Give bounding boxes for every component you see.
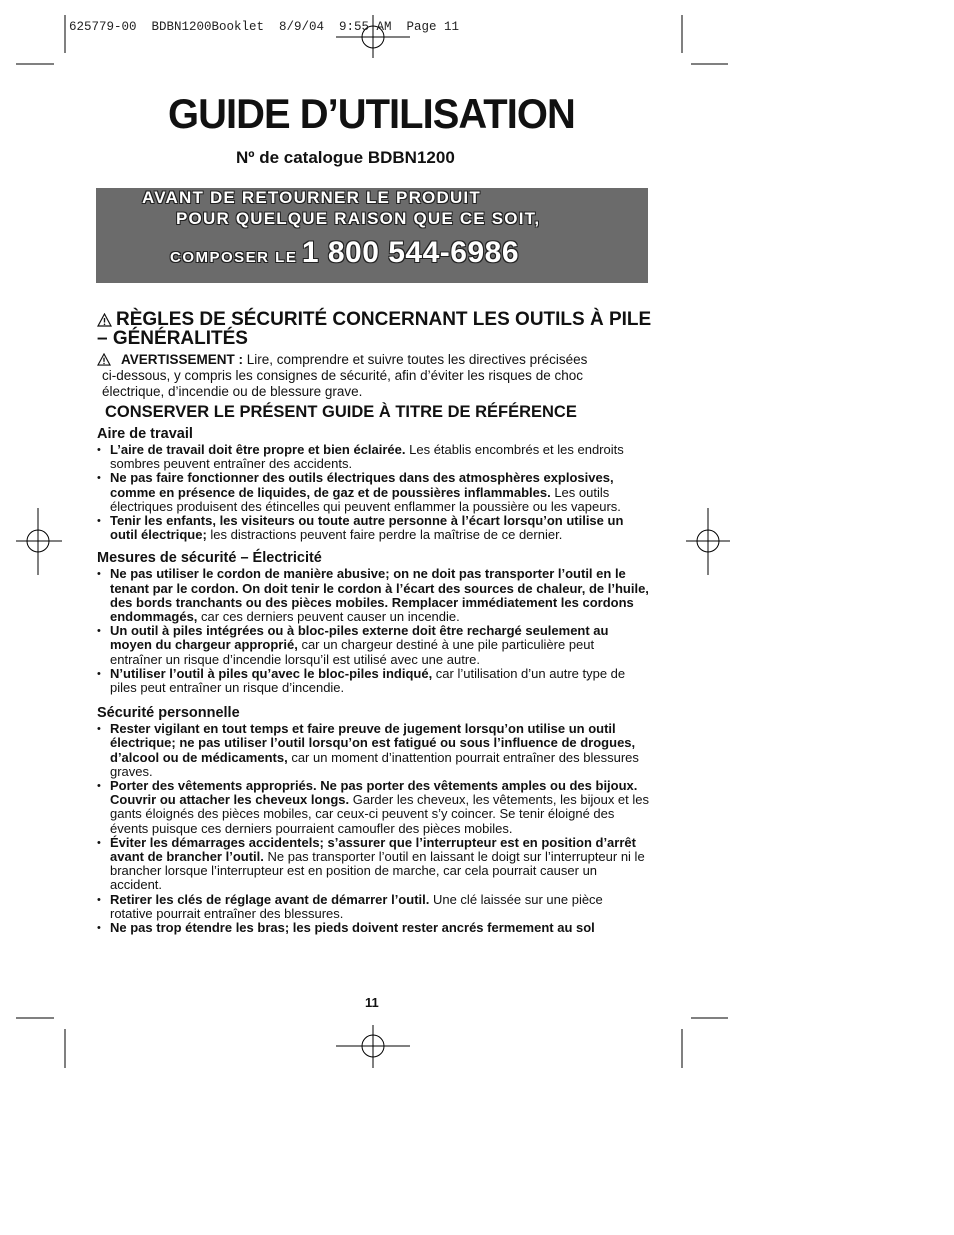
safety-sections <box>97 426 649 935</box>
support-banner <box>96 188 648 283</box>
safety-rules-heading <box>97 310 657 348</box>
support-phone-number: 1 800 544-6986 <box>301 236 520 269</box>
warning-triangle-icon <box>97 313 112 327</box>
list-item: • Ne pas faire fonctionner des outils électriques dans des atmosphères explosives, comme en présence de liquides, de gaz et de poussières inflammables. Les outils électriques produisent des étincelles qui peuvent enflammer la poussière ou les vapeurs. <box>97 471 649 514</box>
list-item: • Un outil à piles intégrées ou à bloc-piles externe doit être rechargé seulement au moyen du chargeur approprié, car un chargeur destiné à une pile particulière peut entraîner un risque d’incendie lorsqu’il est utilisé avec une autre. <box>97 624 649 667</box>
list-item: • Porter des vêtements appropriés. Ne pas porter des vêtements amples ou des bijoux. Couvrir ou attacher les cheveux longs. Garder les cheveux, les vêtements, les bijoux et les gants éloignés des pièces mobiles, car ceux-ci peuvent s’y coincer. Se tenir éloigné des évents puisque ces derniers pourraient camoufler des pièces mobiles. <box>97 779 649 836</box>
page-title: GUIDE D’UTILISATION <box>168 90 575 137</box>
warning-text-line-1: Lire, comprendre et suivre toutes les directives précisées <box>246 352 588 367</box>
list-item: • Retirer les clés de réglage avant de démarrer l’outil. Une clé laissée sur une pièce rotative pourrait entraîner des blessures. <box>97 893 649 921</box>
warning-triangle-icon <box>97 353 111 366</box>
list-item: • Ne pas utiliser le cordon de manière abusive; on ne doit pas transporter l’outil en le tenant par le cordon. On doit tenir le cordon à l’écart des sources de chaleur, de l’huile, des bords tranchants ou des pièces mobiles. Remplacer immédiatement les cordons endommagés, car ces derniers peuvent causer un incendie. <box>97 567 649 624</box>
warning-text-line-3: électrique, d’incendie ou de blessure grave. <box>102 384 363 399</box>
electrical-safety-list <box>97 567 649 695</box>
work-area-list <box>97 443 649 542</box>
personal-safety-list <box>97 722 649 935</box>
catalog-number: Nº de catalogue BDBN1200 <box>236 148 455 167</box>
warning-text-line-2: ci-dessous, y compris les consignes de sécurité, afin d’éviter les risques de choc <box>102 368 583 383</box>
page-number: 11 <box>365 995 379 1010</box>
section-title-work-area: Aire de travail <box>97 426 193 442</box>
warning-notice <box>97 352 637 400</box>
banner-line-3 <box>170 236 519 270</box>
banner-line-2: POUR QUELQUE RAISON QUE CE SOIT, <box>176 209 541 228</box>
list-item: • L’aire de travail doit être propre et bien éclairée. Les établis encombrés et les endroits sombres peuvent entraîner des accidents. <box>97 443 649 471</box>
list-item: • Éviter les démarrages accidentels; s’assurer que l’interrupteur est en position d’arrêt avant de brancher l’outil. Ne pas transporter l’outil en laissant le doigt sur l’interrupteur ni le brancher lorsque l’interrupteur est en position de marche, car cela pourrait causer un accident. <box>97 836 649 893</box>
banner-line-1: AVANT DE RETOURNER LE PRODUIT <box>142 188 481 207</box>
section-title-personal-safety: Sécurité personnelle <box>97 705 240 722</box>
keep-guide-heading: CONSERVER LE PRÉSENT GUIDE À TITRE DE RÉFÉRENCE <box>105 403 577 421</box>
section-title-electrical-safety: Mesures de sécurité – Électricité <box>97 550 322 567</box>
list-item: • Ne pas trop étendre les bras; les pieds doivent rester ancrés fermement au sol <box>97 921 649 935</box>
safety-rules-heading-text: RÈGLES DE SÉCURITÉ CONCERNANT LES OUTILS À PILE – GÉNÉRALITÉS <box>97 309 652 349</box>
list-item: • Rester vigilant en tout temps et faire preuve de jugement lorsqu’on utilise un outil électrique; ne pas utiliser l’outil lorsqu’on est fatigué ou sous l’influence de drogues, d’alcool ou de médicaments, car un moment d’inattention pourrait entraîner des blessures graves. <box>97 722 649 779</box>
list-item: • Tenir les enfants, les visiteurs ou toute autre personne à l’écart lorsqu’on utilise un outil électrique; les distractions peuvent faire perdre la maîtrise de ce dernier. <box>97 514 649 542</box>
print-slug: 625779-00 BDBN1200Booklet 8/9/04 9:55 AM Page 11 <box>69 20 460 34</box>
banner-call-prefix: COMPOSER LE <box>170 249 298 266</box>
list-item: • N’utiliser l’outil à piles qu’avec le bloc-piles indiqué, car l’utilisation d’un autre type de piles peut entraîner un risque d’incendie. <box>97 667 649 695</box>
warning-label: AVERTISSEMENT : <box>121 352 244 367</box>
